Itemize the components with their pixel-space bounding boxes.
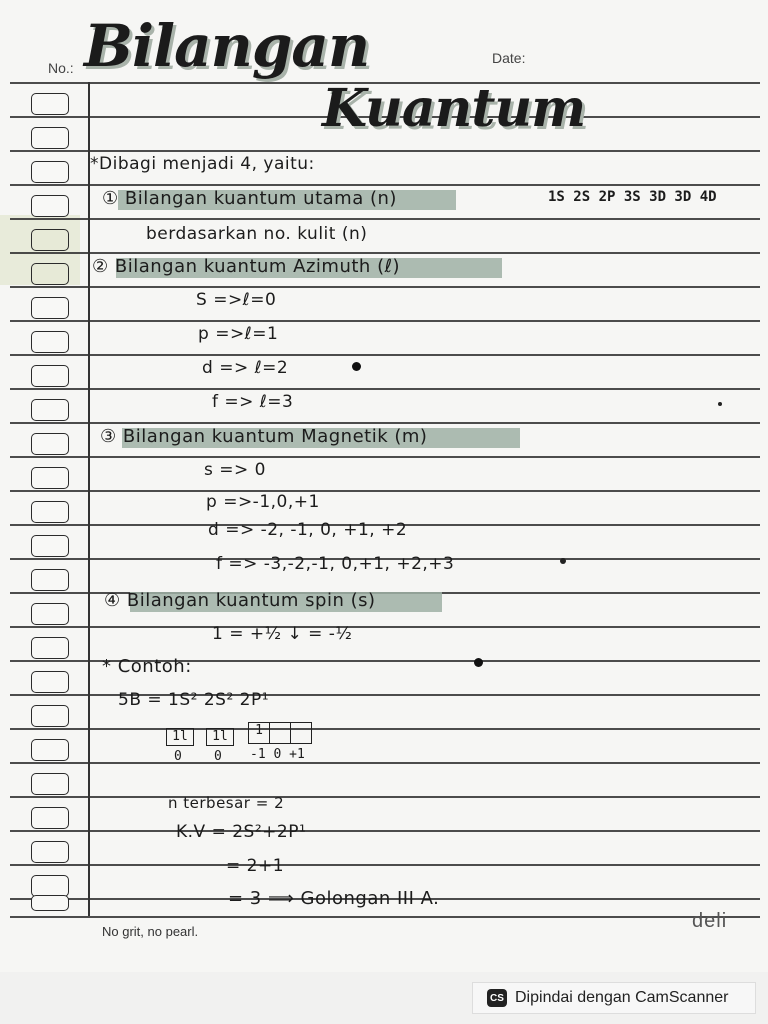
rule-line bbox=[10, 864, 760, 866]
orbital-cell: 1l bbox=[172, 729, 188, 744]
notebook-brand: deli bbox=[692, 910, 728, 932]
section-2-line: f => ℓ=3 bbox=[212, 392, 294, 412]
camscanner-badge bbox=[472, 982, 756, 1014]
electron-config: 5B = 1S² 2S² 2P¹ bbox=[118, 690, 270, 710]
ink-dot bbox=[474, 658, 483, 667]
page-title-line2: Kuantum bbox=[322, 78, 586, 139]
margin-line bbox=[88, 82, 90, 916]
date-label: Date: bbox=[492, 50, 526, 66]
section-3-heading: ③ Bilangan kuantum Magnetik (m) bbox=[100, 426, 428, 447]
rule-line bbox=[10, 286, 760, 288]
orbital-cell bbox=[291, 723, 311, 743]
section-2-line: p =>ℓ=1 bbox=[198, 324, 279, 344]
orbital-cell: 1 bbox=[249, 723, 270, 743]
rule-line bbox=[10, 150, 760, 152]
section-1-heading: ① Bilangan kuantum utama (n) bbox=[102, 188, 397, 209]
page-title-line1: Bilangan bbox=[84, 12, 370, 80]
valence-config: K.V = 2S²+2P¹ bbox=[176, 822, 307, 842]
checkbox[interactable] bbox=[31, 705, 69, 727]
rule-line bbox=[10, 184, 760, 186]
section-3-line: d => -2, -1, 0, +1, +2 bbox=[208, 520, 408, 540]
rule-line bbox=[10, 626, 760, 628]
checkbox[interactable] bbox=[31, 297, 69, 319]
valence-sum: = 2+1 bbox=[226, 856, 285, 876]
section-2-heading: ② Bilangan kuantum Azimuth (ℓ) bbox=[92, 256, 401, 277]
checkbox[interactable] bbox=[31, 773, 69, 795]
rule-line bbox=[10, 830, 760, 832]
checkbox[interactable] bbox=[31, 399, 69, 421]
camscanner-logo-icon: CS bbox=[487, 989, 507, 1007]
checkbox[interactable] bbox=[31, 841, 69, 863]
intro-text: *Dibagi menjadi 4, yaitu: bbox=[90, 154, 315, 174]
rule-line bbox=[10, 422, 760, 424]
checkbox[interactable] bbox=[31, 195, 69, 217]
checkbox[interactable] bbox=[31, 331, 69, 353]
rule-line bbox=[10, 320, 760, 322]
notebook-motto: No grit, no pearl. bbox=[102, 924, 199, 939]
section-3-line: f => -3,-2,-1, 0,+1, +2,+3 bbox=[216, 554, 455, 574]
section-2-line: d => ℓ=2 bbox=[202, 358, 289, 378]
orbital-box-2s bbox=[206, 728, 234, 746]
section-1-line: berdasarkan no. kulit (n) bbox=[146, 224, 368, 244]
orbital-box-2p bbox=[248, 722, 312, 744]
checkbox[interactable] bbox=[31, 229, 69, 251]
checkbox[interactable] bbox=[31, 263, 69, 285]
checkbox[interactable] bbox=[31, 365, 69, 387]
example-heading: * Contoh: bbox=[102, 656, 192, 677]
checkbox[interactable] bbox=[31, 875, 69, 897]
checkbox[interactable] bbox=[31, 93, 69, 115]
orbital-box-1s bbox=[166, 728, 194, 746]
rule-line bbox=[10, 456, 760, 458]
rule-line bbox=[10, 762, 760, 764]
group-result: = 3 ⟹ Golongan III A. bbox=[228, 888, 440, 909]
orbital-label: 0 bbox=[214, 749, 222, 764]
rule-line bbox=[10, 252, 760, 254]
rule-line bbox=[10, 728, 760, 730]
rule-line bbox=[10, 796, 760, 798]
orbital-cell: 1l bbox=[212, 729, 228, 744]
checkbox[interactable] bbox=[31, 895, 69, 911]
rule-line bbox=[10, 354, 760, 356]
orbital-cell bbox=[270, 723, 291, 743]
rule-line bbox=[10, 916, 760, 918]
orbital-label: -1 0 +1 bbox=[250, 747, 305, 762]
rule-line bbox=[10, 218, 760, 220]
checkbox[interactable] bbox=[31, 671, 69, 693]
checkbox[interactable] bbox=[31, 127, 69, 149]
checkbox[interactable] bbox=[31, 637, 69, 659]
checkbox[interactable] bbox=[31, 739, 69, 761]
checkbox[interactable] bbox=[31, 535, 69, 557]
section-3-line: p =>-1,0,+1 bbox=[206, 492, 320, 512]
rule-line bbox=[10, 490, 760, 492]
checkbox[interactable] bbox=[31, 807, 69, 829]
section-4-line: 1 = +½ ↓ = -½ bbox=[212, 624, 353, 644]
ink-dot bbox=[560, 558, 566, 564]
no-label: No.: bbox=[48, 60, 74, 76]
checkbox[interactable] bbox=[31, 161, 69, 183]
section-2-line: S =>ℓ=0 bbox=[196, 290, 277, 310]
n-largest: n terbesar = 2 bbox=[168, 794, 285, 812]
camscanner-label: Dipindai dengan CamScanner bbox=[515, 989, 729, 1006]
checkbox[interactable] bbox=[31, 467, 69, 489]
checkbox[interactable] bbox=[31, 603, 69, 625]
orbital-sequence: 1S 2S 2P 3S 3D 3D 4D bbox=[548, 189, 717, 205]
section-4-heading: ④ Bilangan kuantum spin (s) bbox=[104, 590, 376, 611]
checkbox[interactable] bbox=[31, 433, 69, 455]
ink-dot bbox=[352, 362, 361, 371]
orbital-label: 0 bbox=[174, 749, 182, 764]
rule-line bbox=[10, 388, 760, 390]
section-3-line: s => 0 bbox=[204, 460, 266, 480]
checkbox[interactable] bbox=[31, 501, 69, 523]
checkbox[interactable] bbox=[31, 569, 69, 591]
ink-dot bbox=[718, 402, 722, 406]
